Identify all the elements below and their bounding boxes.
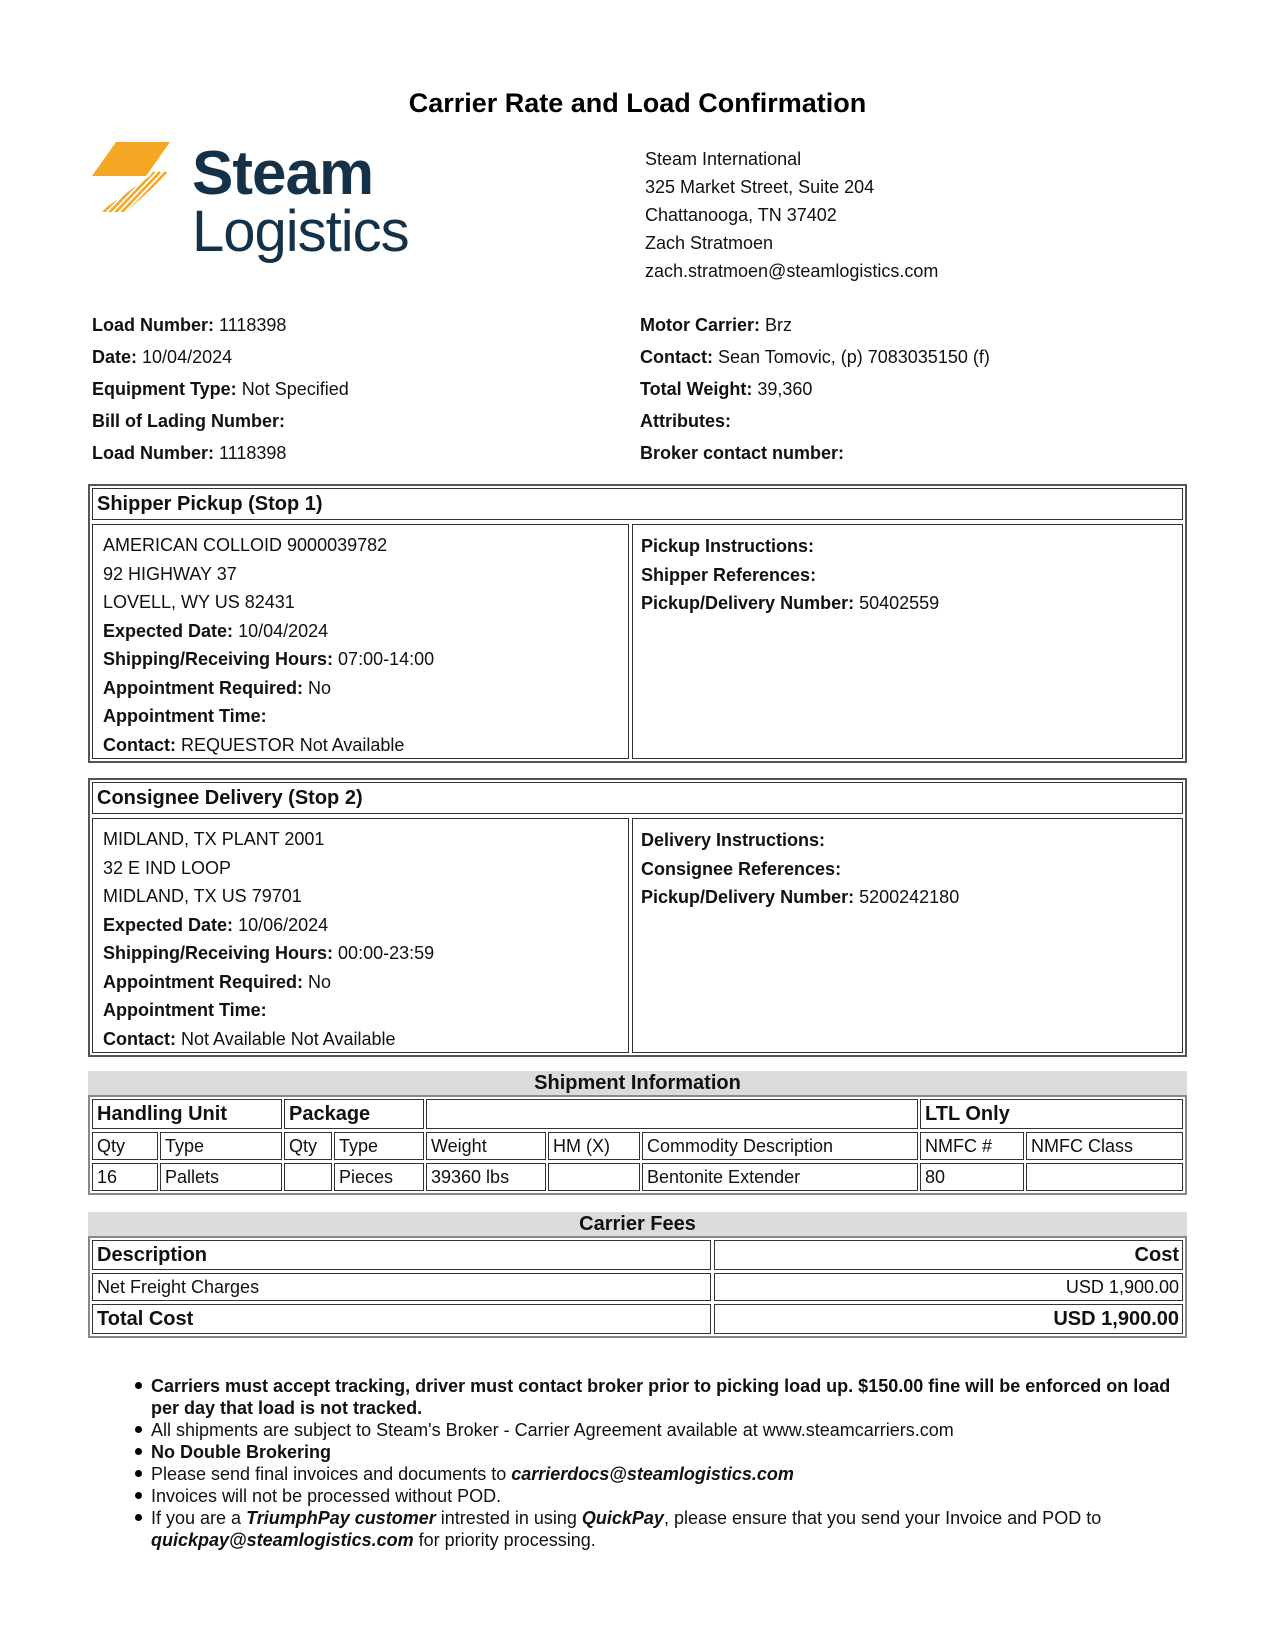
company-email[interactable]: zach.stratmoen@steamlogistics.com bbox=[645, 261, 939, 281]
logo-wordmark-steam: Steam bbox=[192, 139, 374, 208]
equipment-type-value: Not Specified bbox=[241, 379, 349, 399]
term-quickpay: If you are a TriumphPay customer intrested in using QuickPay, please ensure that you send your Invoice and POD to quickpay@steamlogistics.com for priority processing. bbox=[130, 1507, 1190, 1551]
date-value: 10/04/2024 bbox=[142, 347, 233, 367]
term-no-double-brokering: No Double Brokering bbox=[130, 1441, 1190, 1463]
attributes-row: Attributes: bbox=[640, 411, 731, 431]
delivery-appointment-time: Appointment Time: bbox=[103, 1000, 267, 1020]
consignee-delivery-address bbox=[92, 818, 629, 1053]
bill-of-lading-row: Bill of Lading Number: bbox=[92, 411, 285, 431]
logo-stripes-icon bbox=[92, 142, 182, 222]
broker-contact-row: Broker contact number: bbox=[640, 443, 845, 463]
shipment-information-table bbox=[88, 1095, 1187, 1195]
shipment-information-heading: Shipment Information bbox=[88, 1071, 1187, 1095]
consignee-references: Consignee References: bbox=[641, 858, 842, 879]
column-header-weight: Weight bbox=[426, 1132, 546, 1160]
carrier-contact-row: Contact: Sean Tomovic, (p) 7083035150 (f) bbox=[640, 347, 990, 367]
term-tracking: Carriers must accept tracking, driver must contact broker prior to picking load up. $150.00 fine will be enforced on load per day that load is not tracked. bbox=[130, 1375, 1190, 1419]
total-weight-row: Total Weight: 39,360 bbox=[640, 379, 813, 399]
row-commodity-description: Bentonite Extender bbox=[642, 1163, 918, 1191]
delivery-instructions: Delivery Instructions: bbox=[641, 830, 826, 850]
column-header-hazmat: HM (X) bbox=[548, 1132, 640, 1160]
delivery-name: MIDLAND, TX PLANT 2001 bbox=[103, 829, 325, 849]
fees-description-header: Description bbox=[92, 1240, 711, 1270]
carrier-contact-value: Sean Tomovic, (p) 7083035150 (f) bbox=[718, 347, 990, 367]
term-invoices-email: Please send final invoices and documents to carrierdocs@steamlogistics.com bbox=[130, 1463, 1190, 1485]
delivery-hours: Shipping/Receiving Hours: 00:00-23:59 bbox=[103, 943, 435, 963]
shipper-pickup-heading: Shipper Pickup (Stop 1) bbox=[92, 488, 1183, 520]
document-title: Carrier Rate and Load Confirmation bbox=[408, 88, 867, 118]
pickup-delivery-number: Pickup/Delivery Number: 50402559 bbox=[641, 593, 940, 613]
terms-list bbox=[130, 1375, 1190, 1551]
fees-cost-header: Cost bbox=[714, 1240, 1183, 1270]
column-header-commodity-description: Commodity Description bbox=[642, 1132, 918, 1160]
load-number-value-2: 1118398 bbox=[219, 443, 287, 463]
fee-description: Net Freight Charges bbox=[92, 1273, 711, 1301]
handling-unit-group-header: Handling Unit bbox=[92, 1099, 282, 1129]
shipper-pickup-address bbox=[92, 524, 629, 759]
row-nmfc-class bbox=[1026, 1163, 1183, 1191]
carrier-fees-heading: Carrier Fees bbox=[88, 1212, 1187, 1236]
load-number-row: Load Number: 1118398 bbox=[92, 315, 287, 335]
fee-cost: USD 1,900.00 bbox=[714, 1273, 1183, 1301]
row-hazmat bbox=[548, 1163, 640, 1191]
shipper-pickup-instructions bbox=[632, 524, 1183, 759]
delivery-expected-date: Expected Date: 10/06/2024 bbox=[103, 914, 329, 935]
date-row: Date: 10/04/2024 bbox=[92, 347, 233, 367]
company-name: Steam International bbox=[645, 149, 802, 169]
term-broker-agreement: All shipments are subject to Steam's Broker - Carrier Agreement available at www.steamcarriers.com bbox=[130, 1419, 1190, 1441]
load-number-value: 1118398 bbox=[219, 315, 287, 335]
pickup-street: 92 HIGHWAY 37 bbox=[103, 563, 237, 584]
pickup-instructions: Pickup Instructions: bbox=[641, 536, 815, 556]
carrier-fees-table bbox=[88, 1236, 1187, 1338]
company-address-line2: Chattanooga, TN 37402 bbox=[645, 205, 837, 225]
row-package-qty bbox=[284, 1163, 332, 1191]
steam-logistics-logo bbox=[92, 139, 422, 267]
column-header-type: Type bbox=[160, 1132, 282, 1160]
column-header-qty: Qty bbox=[92, 1132, 158, 1160]
motor-carrier-row: Motor Carrier: Brz bbox=[640, 315, 793, 335]
quickpay-email-link[interactable]: quickpay@steamlogistics.com bbox=[151, 1530, 414, 1550]
delivery-appointment-required: Appointment Required: No bbox=[103, 971, 332, 992]
company-contact: Zach Stratmoen bbox=[645, 233, 774, 253]
column-header-package-type: Type bbox=[334, 1132, 424, 1160]
load-details bbox=[92, 309, 349, 469]
delivery-city: MIDLAND, TX US 79701 bbox=[103, 886, 302, 906]
pickup-expected-date: Expected Date: 10/04/2024 bbox=[103, 620, 329, 641]
package-group-header: Package bbox=[284, 1099, 424, 1129]
carrier-details bbox=[640, 309, 990, 469]
total-cost-label: Total Cost bbox=[92, 1304, 711, 1334]
logo-wordmark-logistics: Logistics bbox=[192, 199, 409, 264]
total-weight-value: 39,360 bbox=[757, 379, 813, 399]
pickup-contact: Contact: REQUESTOR Not Available bbox=[103, 734, 405, 755]
delivery-street: 32 E IND LOOP bbox=[103, 857, 232, 878]
row-qty: 16 bbox=[92, 1163, 158, 1191]
delivery-contact: Contact: Not Available Not Available bbox=[103, 1028, 396, 1049]
shipper-pickup-section bbox=[88, 484, 1187, 763]
equipment-type-row: Equipment Type: Not Specified bbox=[92, 379, 349, 399]
consignee-delivery-instructions bbox=[632, 818, 1183, 1053]
term-pod-required: Invoices will not be processed without POD. bbox=[130, 1485, 1190, 1507]
column-header-nmfc-class: NMFC Class bbox=[1026, 1132, 1183, 1160]
consignee-delivery-heading: Consignee Delivery (Stop 2) bbox=[92, 782, 1183, 814]
blank-group-header bbox=[426, 1099, 918, 1129]
column-header-package-qty: Qty bbox=[284, 1132, 332, 1160]
company-address-line1: 325 Market Street, Suite 204 bbox=[645, 177, 875, 197]
column-header-nmfc-number: NMFC # bbox=[920, 1132, 1024, 1160]
pickup-city: LOVELL, WY US 82431 bbox=[103, 592, 295, 612]
load-number-row-2: Load Number: 1118398 bbox=[92, 443, 287, 463]
delivery-pickup-delivery-number: Pickup/Delivery Number: 5200242180 bbox=[641, 887, 960, 907]
carrierdocs-email-link[interactable]: carrierdocs@steamlogistics.com bbox=[511, 1464, 794, 1484]
pickup-appointment-time: Appointment Time: bbox=[103, 706, 267, 726]
consignee-delivery-section bbox=[88, 778, 1187, 1057]
pickup-appointment-required: Appointment Required: No bbox=[103, 677, 332, 698]
ltl-only-group-header: LTL Only bbox=[920, 1099, 1183, 1129]
total-cost-value: USD 1,900.00 bbox=[714, 1304, 1183, 1334]
row-weight: 39360 lbs bbox=[426, 1163, 546, 1191]
row-type: Pallets bbox=[160, 1163, 282, 1191]
row-package-type: Pieces bbox=[334, 1163, 424, 1191]
pickup-hours: Shipping/Receiving Hours: 07:00-14:00 bbox=[103, 649, 435, 669]
company-address-block bbox=[645, 145, 938, 285]
row-nmfc-number: 80 bbox=[920, 1163, 1024, 1191]
pickup-name: AMERICAN COLLOID 9000039782 bbox=[103, 535, 388, 555]
shipper-references: Shipper References: bbox=[641, 564, 817, 585]
motor-carrier-value: Brz bbox=[765, 315, 793, 335]
